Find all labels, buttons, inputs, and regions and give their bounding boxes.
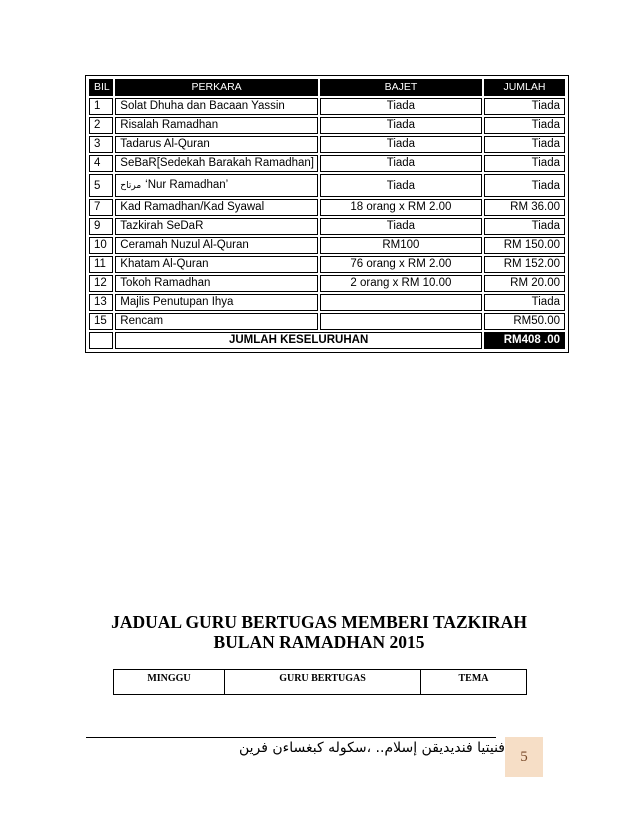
table-row — [89, 155, 565, 172]
cell-jumlah: Tiada — [484, 136, 565, 153]
cell-perkara: Tadarus Al-Quran — [115, 136, 318, 153]
duty-header-row — [114, 670, 527, 695]
cell-perkara-text: ‘Nur Ramadhan’ — [145, 179, 229, 191]
cell-bajet: Tiada — [320, 218, 482, 235]
cell-perkara: SeBaR[Sedekah Barakah Ramadhan] — [115, 155, 318, 172]
cell-bil: 1 — [89, 98, 113, 115]
cell-perkara: Solat Dhuha dan Bacaan Yassin — [115, 98, 318, 115]
cell-bil: 15 — [89, 313, 113, 330]
cell-jumlah: Tiada — [484, 218, 565, 235]
table-row — [89, 275, 565, 292]
cell-bil: 12 — [89, 275, 113, 292]
budget-table-frame — [85, 75, 569, 353]
table-row — [89, 313, 565, 330]
total-row — [89, 332, 565, 349]
table-row — [89, 117, 565, 134]
cell-empty — [89, 332, 113, 349]
section-title-line1: JADUAL GURU BERTUGAS MEMBERI TAZKIRAH — [111, 612, 527, 632]
duty-table — [113, 669, 527, 695]
header-bil: BIL — [89, 79, 113, 96]
cell-bil: 13 — [89, 294, 113, 311]
cell-jumlah: Tiada — [484, 117, 565, 134]
cell-bil: 10 — [89, 237, 113, 254]
cell-bajet: Tiada — [320, 117, 482, 134]
cell-bajet: 76 orang x RM 2.00 — [320, 256, 482, 273]
cell-perkara: Tokoh Ramadhan — [115, 275, 318, 292]
cell-jumlah: RM 36.00 — [484, 199, 565, 216]
cell-bil: 2 — [89, 117, 113, 134]
table-row — [89, 199, 565, 216]
cell-bajet: 18 orang x RM 2.00 — [320, 199, 482, 216]
cell-perkara: Khatam Al-Quran — [115, 256, 318, 273]
cell-bil: 11 — [89, 256, 113, 273]
cell-bil: 4 — [89, 155, 113, 172]
cell-bajet: RM100 — [320, 237, 482, 254]
cell-bil: 7 — [89, 199, 113, 216]
budget-header-row — [89, 79, 565, 96]
cell-perkara: Ceramah Nuzul Al-Quran — [115, 237, 318, 254]
cell-bajet — [320, 313, 482, 330]
table-row — [89, 237, 565, 254]
section-title-line2: BULAN RAMADHAN 2015 — [213, 632, 425, 652]
cell-perkara: Rencam — [115, 313, 318, 330]
cell-perkara: Risalah Ramadhan — [115, 117, 318, 134]
header-minggu: MINGGU — [114, 670, 225, 695]
cell-bajet: Tiada — [320, 98, 482, 115]
cell-bil: 9 — [89, 218, 113, 235]
table-row — [89, 98, 565, 115]
table-row — [89, 294, 565, 311]
header-tema: TEMA — [421, 670, 527, 695]
table-row — [89, 136, 565, 153]
cell-jumlah: RM 150.00 — [484, 237, 565, 254]
header-guru-bertugas: GURU BERTUGAS — [225, 670, 421, 695]
cell-jumlah: Tiada — [484, 155, 565, 172]
cell-jumlah: Tiada — [484, 98, 565, 115]
total-value: RM408 .00 — [484, 332, 565, 349]
table-row — [89, 174, 565, 197]
cell-bajet — [320, 294, 482, 311]
cell-jumlah: RM 152.00 — [484, 256, 565, 273]
cell-perkara: Tazkirah SeDaR — [115, 218, 318, 235]
cell-bajet: Tiada — [320, 174, 482, 197]
budget-table — [87, 77, 567, 351]
header-bajet: BAJET — [320, 79, 482, 96]
header-jumlah: JUMLAH — [484, 79, 565, 96]
cell-perkara — [115, 174, 318, 197]
footer-divider — [86, 737, 496, 738]
cell-perkara: Kad Ramadhan/Kad Syawal — [115, 199, 318, 216]
arabic-prefix: مرتاح — [120, 181, 142, 191]
cell-bil: 3 — [89, 136, 113, 153]
page-number: 5 — [505, 737, 543, 777]
cell-bajet: Tiada — [320, 155, 482, 172]
cell-jumlah: Tiada — [484, 294, 565, 311]
header-perkara: PERKARA — [115, 79, 318, 96]
cell-perkara: Majlis Penutupan Ihya — [115, 294, 318, 311]
table-row — [89, 256, 565, 273]
cell-jumlah: Tiada — [484, 174, 565, 197]
cell-bil: 5 — [89, 174, 113, 197]
cell-bajet: 2 orang x RM 10.00 — [320, 275, 482, 292]
footer-text: فنيتيا فنديديقن إسلام.. ،سكوله كبغساءن فرين — [238, 740, 505, 756]
cell-jumlah: RM50.00 — [484, 313, 565, 330]
total-label: JUMLAH KESELURUHAN — [115, 332, 482, 349]
table-row — [89, 218, 565, 235]
cell-jumlah: RM 20.00 — [484, 275, 565, 292]
cell-bajet: Tiada — [320, 136, 482, 153]
